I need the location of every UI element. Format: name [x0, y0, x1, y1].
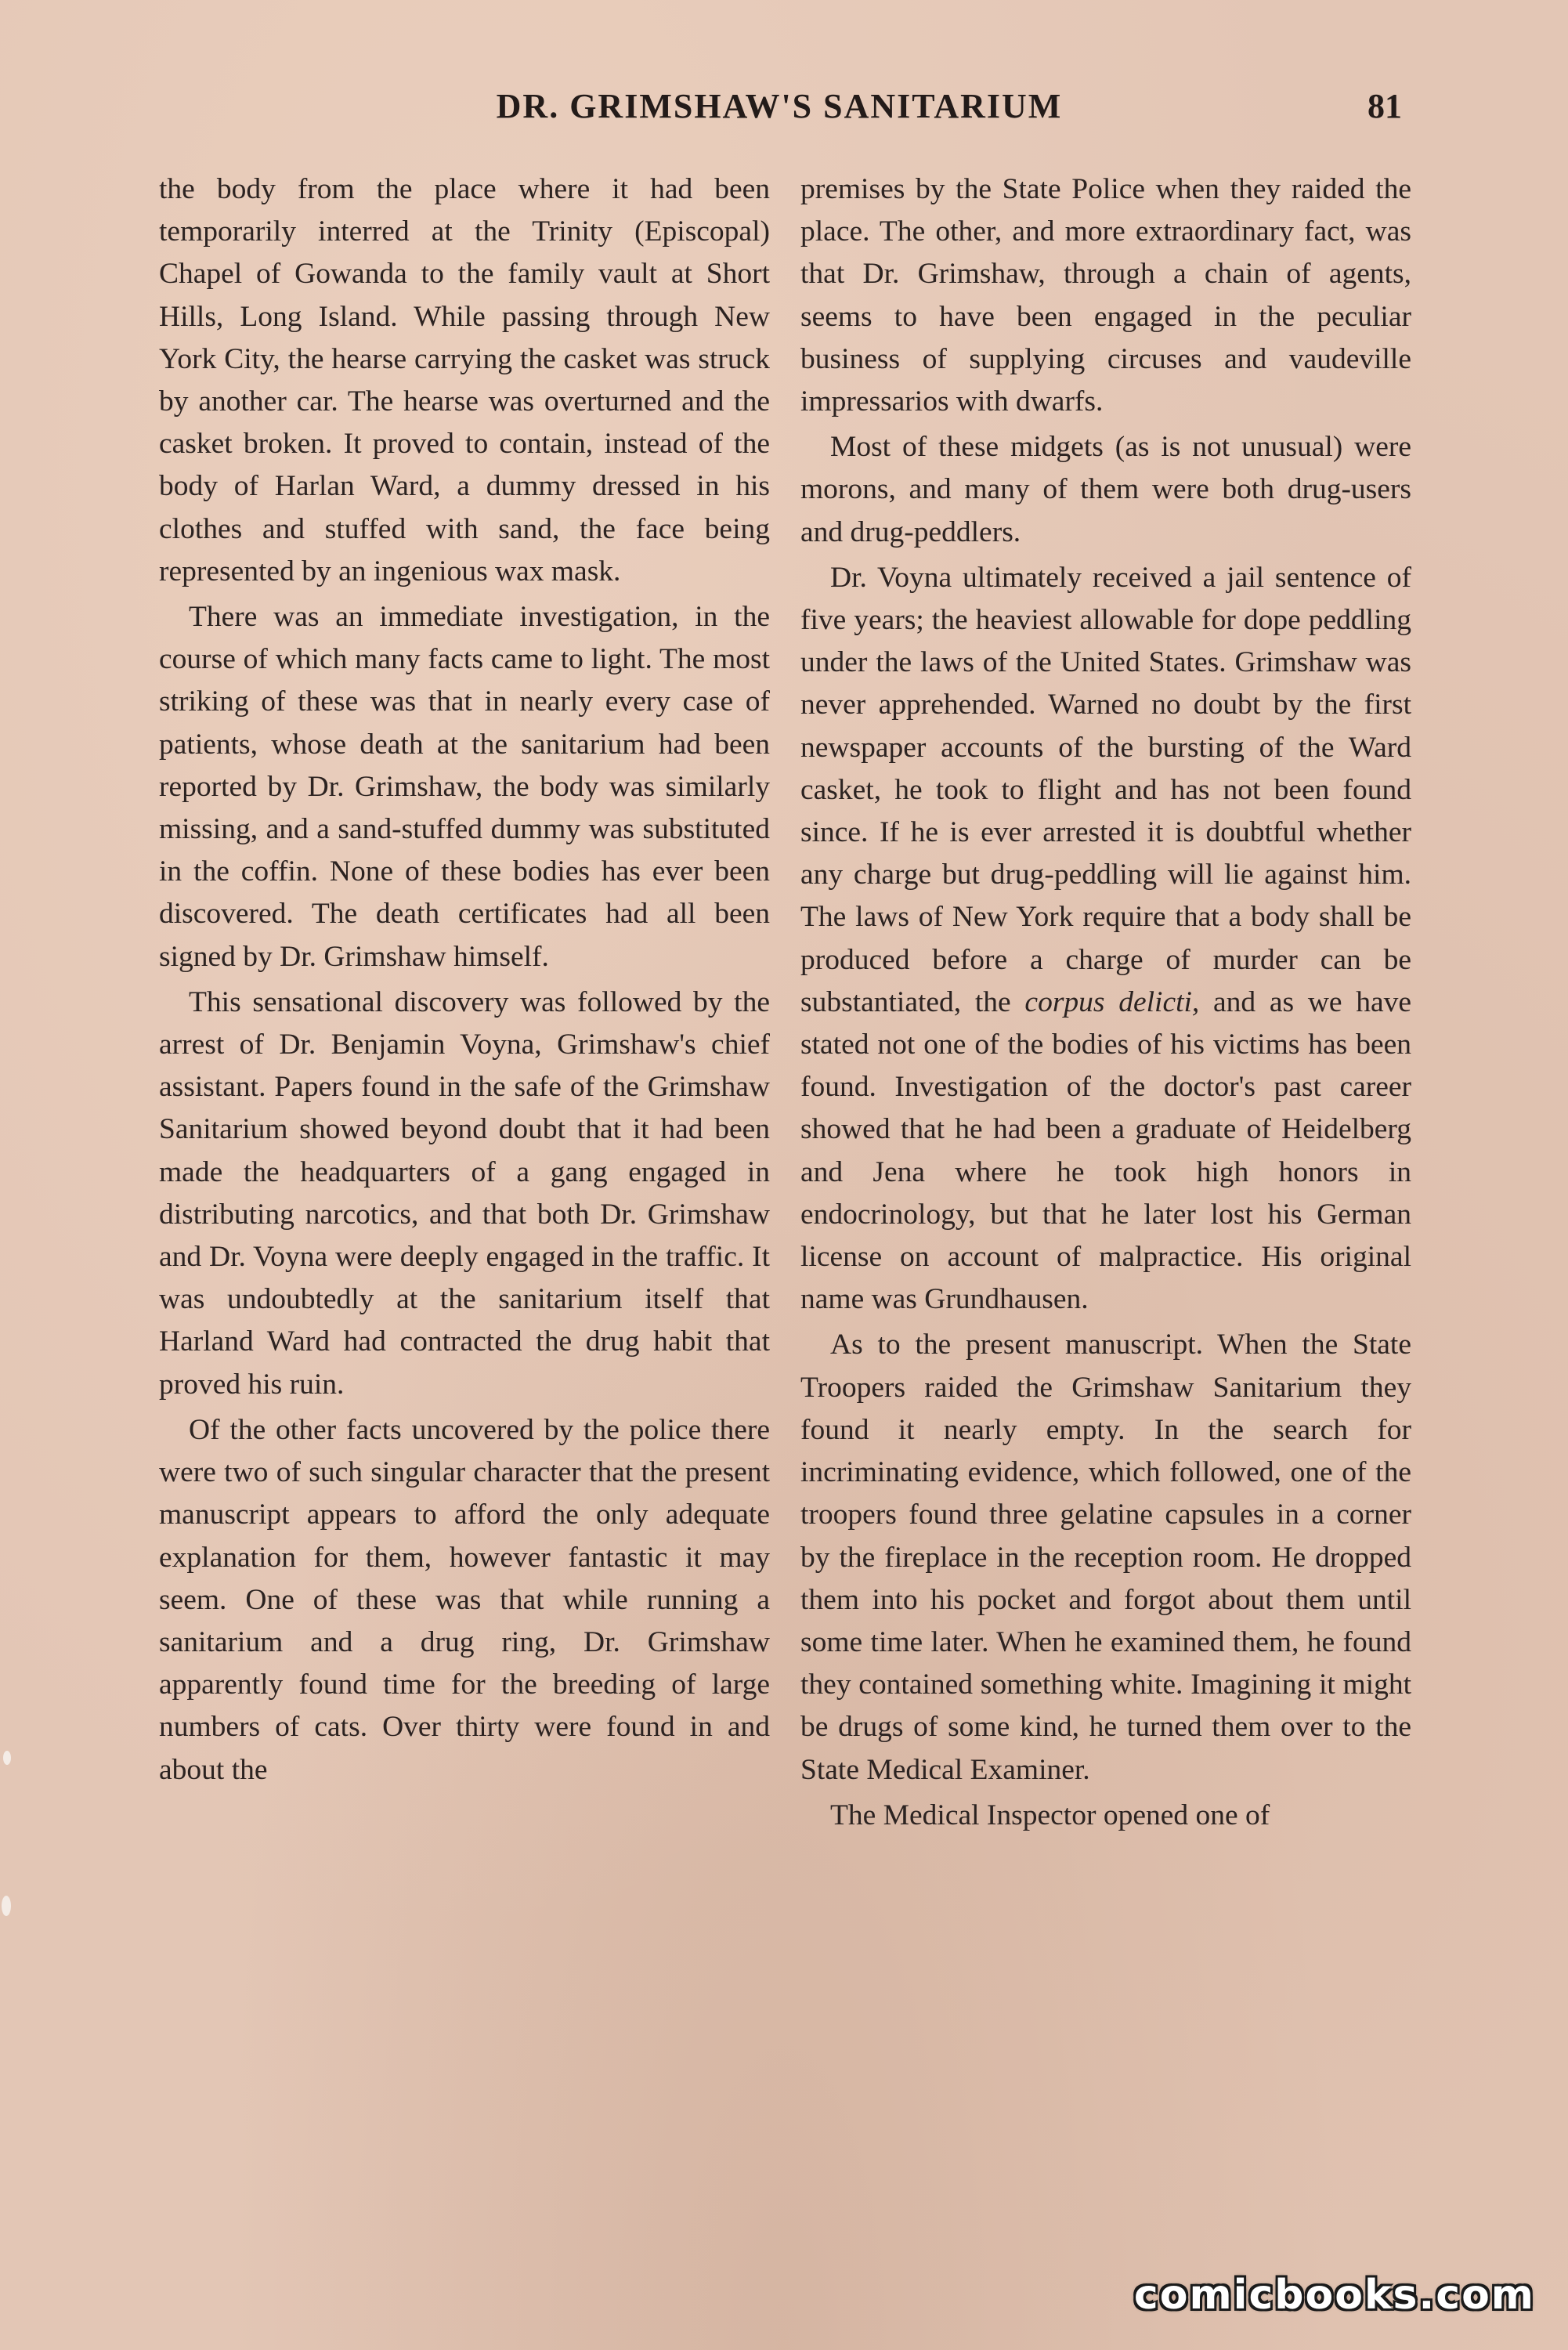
paragraph: The Medical Inspector opened one of [830, 1799, 1270, 1831]
paragraph: premises by the State Police when they raided the place. The other, and more extraordinary fact, was that Dr. Grimshaw, through a chain of agents, seems to have been engaged in the peculiar business of supplying circuses and vaudeville impressarios with dwarfs. [800, 173, 1411, 418]
paper-speck [2, 1896, 11, 1916]
paragraph: As to the present manuscript. When the State Troopers raided the Grimshaw Sanitarium they found it nearly empty. In the search for incriminating evidence, which followed, one of the troopers found three gelatine capsules in a corner by the fireplace in the reception room. He dropped them into his pocket and forgot about them until some time later. When he examined them, he found they contained something white. Imagining it might be drugs of some kind, he turned them over to the State Medical Examiner. [800, 1329, 1411, 1786]
paragraph: This sensational discovery was followed by the arrest of Dr. Benjamin Voyna, Grimshaw's chief assistant. Papers found in the safe of the Grimshaw Sanitarium showed beyond doubt that it had been made the headquarters of a gang engaged in distributing narcotics, and that both Dr. Grimshaw and Dr. Voyna were deeply engaged in the traffic. It was undoubtedly at the sanitarium itself that Harland Ward had contracted the drug habit that proved his ruin. [159, 985, 770, 1401]
paragraph: Most of these midgets (as is not unusual) were morons, and many of them were both drug-users and drug-peddlers. [800, 431, 1411, 548]
left-column [159, 168, 770, 1791]
paragraph-text: and as we have stated not one of the bodies of his victims has been found. Investigation of the doctor's past career showed that he had been a graduate of Heidelberg and Jena where he took high honors in endocrinology, but that he later lost his German license on account of malpractice. His original name was Grundhausen. [800, 985, 1412, 1316]
running-title: DR. GRIMSHAW'S SANITARIUM [496, 87, 1063, 125]
paragraph [800, 557, 1411, 1321]
paragraph-text: Dr. Voyna ultimately received a jail sentence of five years; the heaviest allowable for dope peddling under the laws of the United States. Grimshaw was never apprehended. Warned no doubt by the first newspaper accounts of the bursting of the Ward casket, he took to flight and has not been found since. If he is ever arrested it is doubtful whether any charge but drug-peddling will lie against him. The laws of New York require that a body shall be produced before a charge of murder can be substantiated, the [800, 561, 1411, 1018]
paragraph: the body from the place where it had been temporarily interred at the Trinity (Episcopal) Chapel of Gowanda to the family vault at Short Hills, Long Island. While passing through New York City, the hearse carrying the casket was struck by another car. The hearse was overturned and the casket broken. It proved to contain, instead of the body of Harlan Ward, a dummy dressed in his clothes and stuffed with sand, the face being represented by an ingenious wax mask. [159, 173, 770, 588]
page-number: 81 [1367, 87, 1402, 125]
paragraph: There was an immediate investigation, in the course of which many facts came to light. The most striking of these was that in nearly every case of patients, whose death at the sanitarium had been reported by Dr. Grimshaw, the body was similarly missing, and a sand-stuffed dummy was substituted in the coffin. None of these bodies has ever been discovered. The death certificates had all been signed by Dr. Grimshaw himself. [159, 601, 770, 973]
watermark: comicbooks.com [1133, 2272, 1535, 2319]
italic-phrase: corpus delicti, [1024, 985, 1200, 1018]
paragraph: Of the other facts uncovered by the police there were two of such singular character that the present manuscript appears to afford the only adequate explanation for them, however fantastic it may seem. One of these was that while running a sanitarium and a drug ring, Dr. Grimshaw apparently found time for the breeding of large numbers of cats. Over thirty were found in and about the [159, 1413, 770, 1786]
paper-speck [3, 1751, 11, 1765]
right-column [800, 168, 1411, 1837]
running-head [157, 86, 1402, 141]
